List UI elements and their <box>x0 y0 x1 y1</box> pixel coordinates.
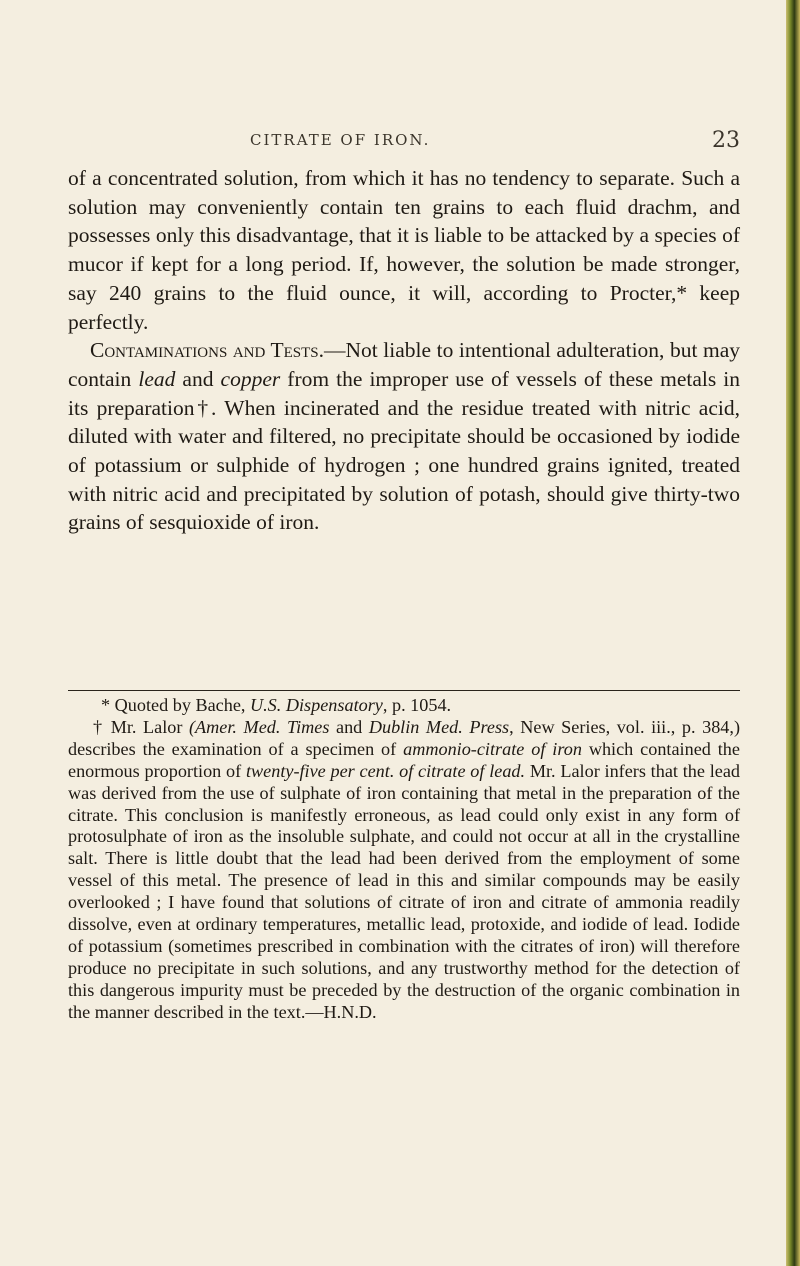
footnote-2-source-2: Dublin Med. Press <box>368 716 510 737</box>
footnote-2-text-e: Mr. Lalor infers that the lead was derived from the use of sulphate of iron containing that metal in the preparation of the citrate. This conclusion is manifestly erroneous, as lead could only exist in any form of protosulphate of iron as the insoluble sulphate, and could not occur at all in the crystalline salt. There is little doubt that the lead had been derived from the employment of some vessel of this metal. The presence of lead in this and similar compounds may be easily overlooked ; I have found that solutions of citrate of iron and citrate of ammonia readily dissolve, even at ordinary temperatures, metallic lead, protoxide, and iodide of lead. Iodide of potassium (sometimes prescribed in combination with the citrates of iron) will therefore produce no precipitate in such solutions, and any trustworthy method for the detection of this dangerous impurity must be preceded by the destruction of the organic combination in the manner described in the text.—H.N.D. <box>68 760 741 1022</box>
page-number: 23 <box>712 128 740 153</box>
footnote-2-emphasis-1: ammonio-citrate of iron <box>403 738 582 759</box>
footnote-2-text-d: which contained the enormous proportion of <box>68 738 740 781</box>
footnote-1-text-b: , p. 1054. <box>382 695 452 715</box>
paragraph-1: of a concentrated solution, from which it has no tendency to separate. Such a solution may conveniently contain ten grains to each fluid drachm, and possesses only this disadvantage, that it is liable to be attacked by a species of mucor if kept for a long period. If, however, the solution be made stronger, say 240 grains to the fluid ounce, it will, according to Procter,* keep perfectly. <box>68 166 740 334</box>
paragraph-2 <box>68 336 740 537</box>
footnote-divider <box>68 690 740 691</box>
footnote-2-source-1: (Amer. Med. Times <box>189 716 330 737</box>
emphasis-copper: copper <box>220 366 281 391</box>
emphasis-lead: lead <box>138 366 176 391</box>
footnotes <box>68 695 740 1024</box>
paragraph-2-text-c: from the improper use of vessels of these metals in its preparation†. When incinerated and the residue treated with nitric acid, diluted with water and filtered, no precipitate should be occasioned by iodide of potassium or sulphide of hydrogen ; one hundred grains ignited, treated with nitric acid and precipitated by solution of potash, should give thirty-two grains of sesquioxide of iron. <box>68 366 741 535</box>
body-text <box>68 164 740 537</box>
paragraph-2-text-b: and <box>175 366 221 391</box>
book-spine-edge <box>786 0 800 1266</box>
footnote-1-source: U.S. Dispensatory <box>250 695 383 715</box>
footnote-2-text-c: , New Series, vol. iii., p. 384,) describes the examination of a specimen of <box>68 716 740 759</box>
footnote-2-text-a: † Mr. Lalor <box>93 716 189 737</box>
footnote-2-emphasis-2: twenty-five per cent. of citrate of lead. <box>245 760 526 781</box>
footnote-2-text-b: and <box>329 716 369 737</box>
footnote-1-text-a: * Quoted by Bache, <box>101 695 250 715</box>
section-heading: Contaminations and Tests. <box>90 338 325 363</box>
footnote-1 <box>68 695 740 717</box>
running-title: CITRATE OF IRON. <box>250 131 431 149</box>
footnote-2 <box>68 717 740 1024</box>
paragraph-2-text-a: —Not liable to intentional adulteration, but may contain <box>68 338 740 391</box>
running-head <box>250 128 740 155</box>
